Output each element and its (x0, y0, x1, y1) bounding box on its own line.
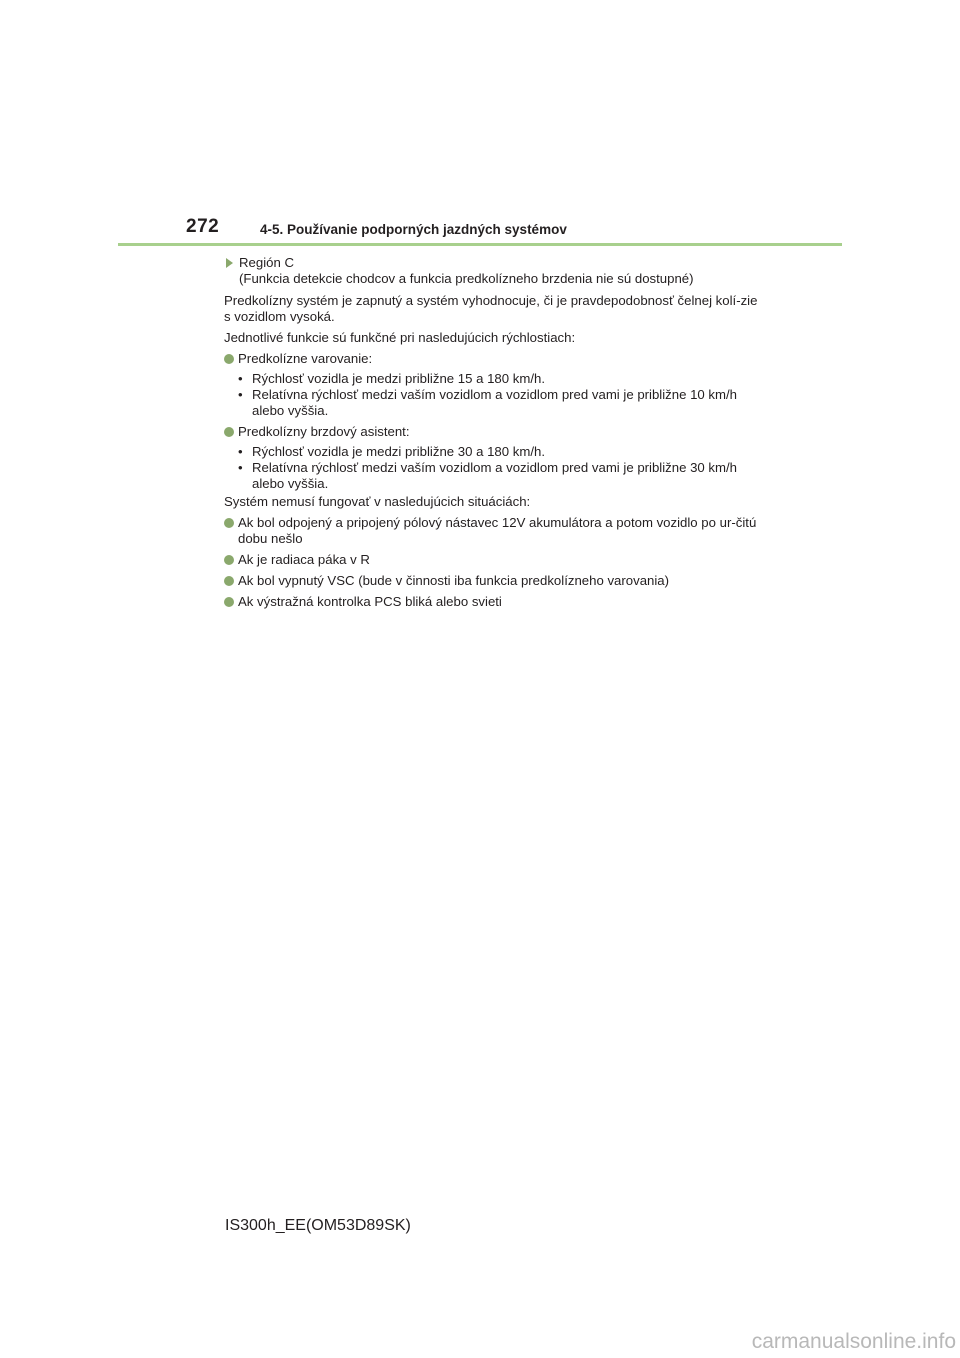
circle-bullet-icon (224, 555, 234, 565)
dot-bullet-icon: • (238, 371, 243, 386)
speeds-paragraph: Jednotlivé funkcie sú funkčné pri nasledujúcich rýchlostiach: (224, 330, 576, 345)
function-conditions (238, 444, 764, 492)
section-title: 4-5. Používanie podporných jazdných systémov (260, 222, 567, 237)
main-content (224, 255, 764, 613)
region-note: (Funkcia detekcie chodcov a funkcia predkolízneho brzdenia nie sú dostupné) (239, 271, 694, 286)
model-code: IS300h_EE(OM53D89SK) (225, 1217, 411, 1234)
condition-text: Rýchlosť vozidla je medzi približne 15 a 180 km/h. (252, 371, 546, 386)
situation-text: Ak bol odpojený a pripojený pólový nástavec 12V akumulátora a potom vozidlo po ur-čitú dobu nešlo (238, 515, 757, 546)
situation-text: Ak výstražná kontrolka PCS bliká alebo svieti (238, 594, 502, 609)
circle-bullet-icon (224, 518, 234, 528)
situation-text: Ak je radiaca páka v R (238, 552, 370, 567)
not-working-paragraph: Systém nemusí fungovať v nasledujúcich situáciách: (224, 494, 531, 509)
condition-text: Rýchlosť vozidla je medzi približne 30 a 180 km/h. (252, 444, 546, 459)
dot-bullet-icon: • (238, 460, 243, 475)
circle-bullet-icon (224, 354, 234, 364)
condition-item (238, 460, 764, 492)
condition-item (238, 387, 764, 419)
circle-bullet-icon (224, 576, 234, 586)
dot-bullet-icon: • (238, 387, 243, 402)
page-number: 272 (186, 216, 220, 237)
function-item (224, 351, 764, 367)
function-label: Predkolízne varovanie: (238, 351, 373, 366)
function-label: Predkolízny brzdový asistent: (238, 424, 410, 439)
situation-item (224, 573, 764, 589)
watermark: carmanualsonline.info (751, 1330, 956, 1353)
triangle-bullet-icon (226, 258, 233, 268)
header-rule (118, 243, 842, 246)
situation-item (224, 515, 764, 547)
intro-paragraph: Predkolízny systém je zapnutý a systém vyhodnocuje, či je pravdepodobnosť čelnej kolí-zie s vozidlom vysoká. (224, 293, 758, 324)
circle-bullet-icon (224, 597, 234, 607)
region-block (224, 255, 764, 287)
situation-item (224, 594, 764, 610)
condition-text: Relatívna rýchlosť medzi vaším vozidlom a vozidlom pred vami je približne 10 km/h alebo vyššia. (252, 387, 738, 418)
condition-text: Relatívna rýchlosť medzi vaším vozidlom a vozidlom pred vami je približne 30 km/h alebo vyššia. (252, 460, 738, 491)
function-conditions (238, 371, 764, 419)
dot-bullet-icon: • (238, 444, 243, 459)
condition-item (238, 371, 764, 387)
region-title: Región C (239, 255, 294, 270)
function-item (224, 424, 764, 440)
condition-item (238, 444, 764, 460)
situation-text: Ak bol vypnutý VSC (bude v činnosti iba funkcia predkolízneho varovania) (238, 573, 670, 588)
situation-item (224, 552, 764, 568)
circle-bullet-icon (224, 427, 234, 437)
